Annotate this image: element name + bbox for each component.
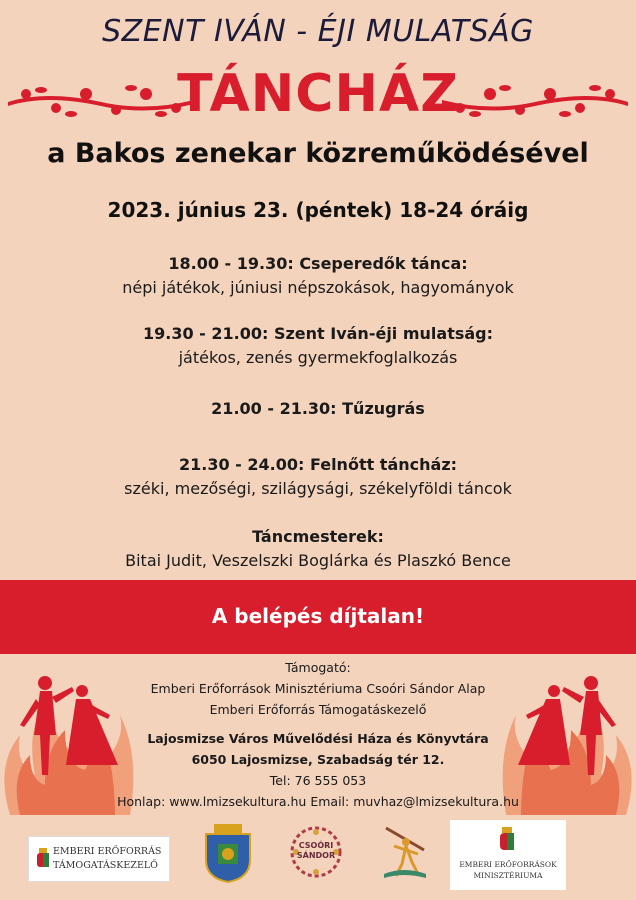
emmi-logo <box>450 820 566 890</box>
dance-masters-names: Bitai Judit, Veszelszki Boglárka és Plaszkó Bence <box>125 551 511 570</box>
organizer-name: Lajosmizse Város Művelődési Háza és Könyvtára <box>147 731 489 746</box>
csoori-logo <box>288 824 344 880</box>
program-item <box>0 252 636 300</box>
sponsors-block <box>0 657 636 812</box>
program-desc: játékos, zenés gyermekfoglalkozás <box>178 348 458 367</box>
emet-logo-line1: EMBERI ERŐFORRÁS <box>53 846 162 857</box>
sponsor-line: Emberi Erőforrás Támogatáskezelő <box>209 702 427 717</box>
program-item <box>0 525 636 573</box>
emet-logo-line2: TÁMOGATÁSKEZELŐ <box>53 860 158 871</box>
organizer-web-email: Honlap: www.lmizsekultura.hu Email: muvhaz@lmizsekultura.hu <box>117 794 519 809</box>
town-coat-of-arms-icon <box>200 822 256 884</box>
coat-of-arms-icon <box>498 826 516 852</box>
dancer-figure-icon <box>376 820 432 882</box>
coat-of-arms-icon <box>35 847 51 869</box>
free-entry-text: A belépés díjtalan! <box>211 604 425 628</box>
emet-logo <box>28 836 170 882</box>
emmi-logo-line2: MINISZTÉRIUMA <box>473 871 543 880</box>
program-item <box>0 453 636 501</box>
event-date: 2023. június 23. (péntek) 18-24 óráig <box>107 198 529 222</box>
program-time: 18.00 - 19.30: Cseperedők tánca: <box>168 254 468 273</box>
csoori-logo-line2: SÁNDOR <box>296 851 336 860</box>
main-title: TÁNCHÁZ <box>177 64 459 124</box>
organizer-phone: Tel: 76 555 053 <box>269 773 367 788</box>
dance-masters-label: Táncmesterek: <box>252 527 384 546</box>
program-time: 21.00 - 21.30: Tűzugrás <box>211 399 425 418</box>
program-time: 21.30 - 24.00: Felnőtt táncház: <box>178 455 458 474</box>
sponsor-line: Emberi Erőforrások Minisztériuma Csoóri Sándor Alap <box>150 681 486 696</box>
csoori-logo-line1: CSOÓRI <box>298 841 334 850</box>
sponsor-label: Támogató: <box>285 660 351 675</box>
program-desc: népi játékok, júniusi népszokások, hagyományok <box>122 278 514 297</box>
emmi-logo-line1: EMBERI ERŐFORRÁSOK <box>459 860 557 869</box>
program-time: 19.30 - 21.00: Szent Iván-éji mulatság: <box>142 324 494 343</box>
organizer-address: 6050 Lajosmizse, Szabadság tér 12. <box>191 752 445 767</box>
free-entry-banner <box>0 580 636 654</box>
program-item <box>0 397 636 421</box>
program-item <box>0 322 636 370</box>
subtitle: a Bakos zenekar közreműködésével <box>47 138 589 169</box>
program-desc: széki, mezőségi, szilágysági, székelyföldi táncok <box>124 479 512 498</box>
event-supertitle: SZENT IVÁN - ÉJI MULATSÁG <box>102 14 534 49</box>
